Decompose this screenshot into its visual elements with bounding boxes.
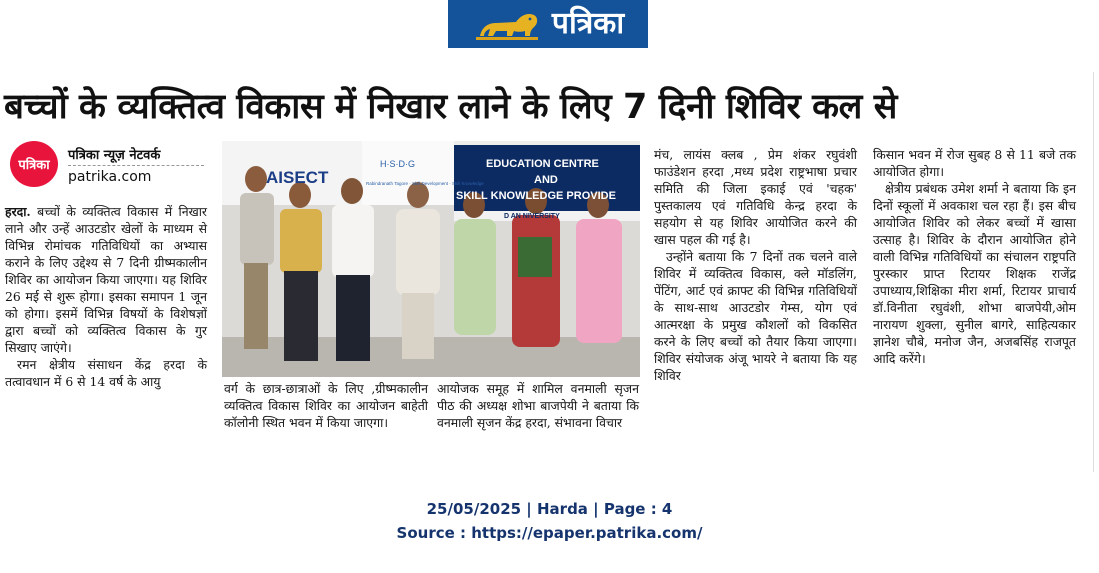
article-column-5 xyxy=(873,146,1076,367)
patrika-logo-icon: पत्रिका xyxy=(10,141,58,187)
paragraph: रमन क्षेत्रीय संसाधन केंद्र हरदा के तत्वावधान में 6 से 14 वर्ष के आयु xyxy=(5,357,207,389)
byline-divider xyxy=(68,165,204,166)
banner-education-line3: SKILL KNOWLEDGE PROVIDE xyxy=(456,190,616,202)
paragraph: मंच, लायंस क्लब , प्रेम शंकर रघुवंशी फाउंडेशन हरदा ,मध्य प्रदेश राष्ट्रभाषा प्रचार समिति की जिला इकाई एवं 'चहक' पुस्तकालय एवं गतिविधि केन्द्र हरदा के सहयोग से यह शिविर आयोजित करने की खास पहल की गई है। xyxy=(654,147,857,247)
paragraph: बच्चों के व्यक्तित्व विकास में निखार लाने और उन्हें आउटडोर खेलों के माध्यम से विभिन्न रोमांचक गतिविधियों का अभ्यास कराने के लिए उद्देश्य से 7 दिनी ग्रीष्मकालीन शिविर का आयोजन किया जाएगा। यह शिविर 26 मई से शुरू होगा। इसका समापन 1 जून को होगा। इसमें विभिन्न विषयों के विशेषज्ञों द्वारा बच्चों को व्यक्तित्व विकास के गुर सिखाए जाएंगे। xyxy=(5,204,207,355)
article-column-3 xyxy=(437,380,639,431)
byline-network: पत्रिका न्यूज़ नेटवर्क xyxy=(68,148,161,163)
dateline: हरदा. xyxy=(5,204,31,219)
paragraph: वर्ग के छात्र-छात्राओं के लिए ,ग्रीष्मकालीन व्यक्तित्व विकास शिविर का आयोजन बाहेती कॉलोनी स्थित भवन में किया जाएगा। xyxy=(224,381,428,430)
banner-education-line2: AND xyxy=(534,174,558,186)
footer-source-line: Source : https://epaper.patrika.com/ xyxy=(396,524,703,542)
group-photo-image xyxy=(222,141,640,377)
article-photo xyxy=(222,141,640,377)
banner-education-line1: EDUCATION CENTRE xyxy=(486,158,599,170)
article-column-1 xyxy=(5,203,207,390)
masthead-title: पत्रिका xyxy=(551,6,625,41)
masthead xyxy=(448,0,648,48)
paragraph: किसान भवन में रोज सुबह 8 से 11 बजे तक आयोजित होगा। xyxy=(873,147,1076,179)
banner-university-text: D AN NIVERSITY xyxy=(504,213,560,220)
byline-site: patrika.com xyxy=(68,169,152,185)
article-column-2 xyxy=(224,380,428,431)
paragraph: आयोजक समूह में शामिल वनमाली सृजन पीठ की अध्यक्ष शोभा बाजपेयी ने बताया कि वनमाली सृजन केंद्र हरदा, संभावना विचार xyxy=(437,381,639,430)
paragraph: क्षेत्रीय प्रबंधक उमेश शर्मा ने बताया कि इन दिनों स्कूलों में अवकाश चल रहा हैं। इस बीच आयोजित शिविर को लेकर बच्चों में खासा उत्साह है। शिविर के दौरान आयोजित होने वाली विभिन्न गतिविधियों का संचालन राष्ट्रपति पुरस्कार प्राप्त रिटायर शिक्षक राजेंद्र उपाध्याय,शिक्षिका मीरा शर्मा, रिटायर प्राचार्य डॉ.विनीता रघुवंशी, शोभा बाजपेयी,ओम नारायण शुक्ला, सुनील बागरे, साहित्यकार ज्ञानेश चौबे, मनोज जैन, अजबसिंह राजपूत आदि करेंगे। xyxy=(873,181,1076,366)
banner-aisect-text: AISECT xyxy=(266,168,329,187)
article-column-4 xyxy=(654,146,857,384)
paragraph: उन्होंने बताया कि 7 दिनों तक चलने वाले शिविर में व्यक्तित्व विकास, क्ले मॉडलिंग, पेंटिंग, आर्ट एवं क्राफ्ट की विभिन्न गतिविधियों के साथ-साथ आउटडोर गेम्स, योग एवं आत्मरक्षा के प्रमुख कौशलों को विकसित करने के लिए बच्चों को तैयार किया जाएगा।शिविर संयोजक अंजू भायरे ने बताया कि यह शिविर xyxy=(654,249,857,383)
article-headline: बच्चों के व्यक्तित्व विकास में निखार लाने के लिए 7 दिनी शिविर कल से xyxy=(4,87,898,127)
byline xyxy=(10,141,206,191)
lion-logo-icon xyxy=(472,7,542,41)
footer-date-line: 25/05/2025 | Harda | Page : 4 xyxy=(426,500,673,518)
banner-hsdg-subtext: Rabindranath Tagore · Skill Development · Skill Knowledge xyxy=(366,181,484,186)
banner-hsdg-text: H·S·D·G xyxy=(380,159,415,169)
